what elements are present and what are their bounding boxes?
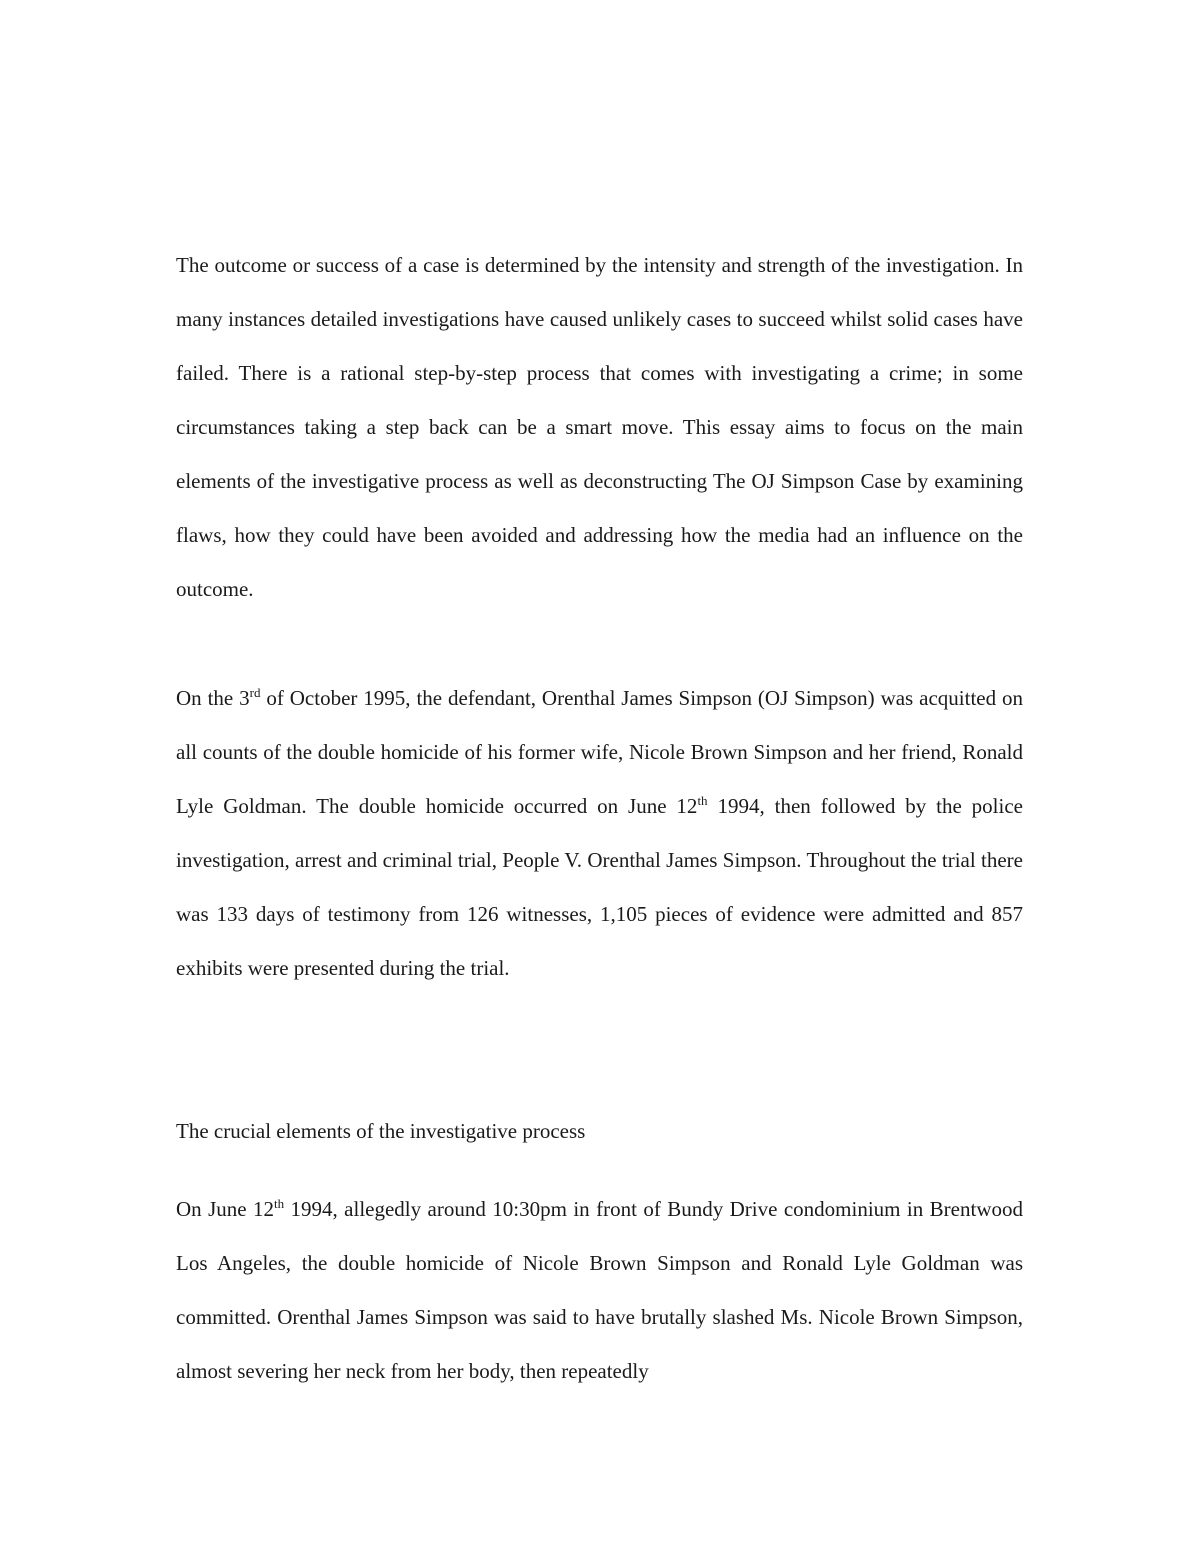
section-heading: The crucial elements of the investigative process xyxy=(176,1119,586,1143)
paragraph-text: 1994, then followed by the police investigation, arrest and criminal trial, People V. Orenthal James Simpson. Throughout the trial there was 133 days of testimony from 126 witnesses, 1,105 pieces of evidence were admitted and 857 exhibits were presented during the trial. xyxy=(176,794,1023,980)
investigation-paragraph xyxy=(176,1182,1023,1398)
ordinal-suffix: rd xyxy=(249,685,261,700)
case-summary-paragraph xyxy=(176,671,1023,995)
paragraph-text: On the 3 xyxy=(176,686,250,710)
ordinal-suffix: th xyxy=(273,1196,285,1211)
paragraph-text: of October 1995, the defendant, Orenthal James Simpson (OJ Simpson) was acquitted on all counts of the double homicide of his former wife, Nicole Brown Simpson and her friend, Ronald Lyle Goldman. The double homicide occurred on June 12 xyxy=(176,686,1023,818)
paragraph-text: On June 12 xyxy=(176,1197,274,1221)
paragraph-text: 1994, allegedly around 10:30pm in front of Bundy Drive condominium in Brentwood Los Angeles, the double homicide of Nicole Brown Simpson and Ronald Lyle Goldman was committed. Orenthal James Simpson was said to have brutally slashed Ms. Nicole Brown Simpson, almost severing her neck from her body, then repeatedly xyxy=(176,1197,1023,1383)
intro-paragraph: The outcome or success of a case is determined by the intensity and strength of the investigation. In many instances detailed investigations have caused unlikely cases to succeed whilst solid cases have failed. There is a rational step-by-step process that comes with investigating a crime; in some circumstances taking a step back can be a smart move. This essay aims to focus on the main elements of the investigative process as well as deconstructing The OJ Simpson Case by examining flaws, how they could have been avoided and addressing how the media had an influence on the outcome. xyxy=(176,253,1023,601)
ordinal-suffix: th xyxy=(697,793,708,808)
